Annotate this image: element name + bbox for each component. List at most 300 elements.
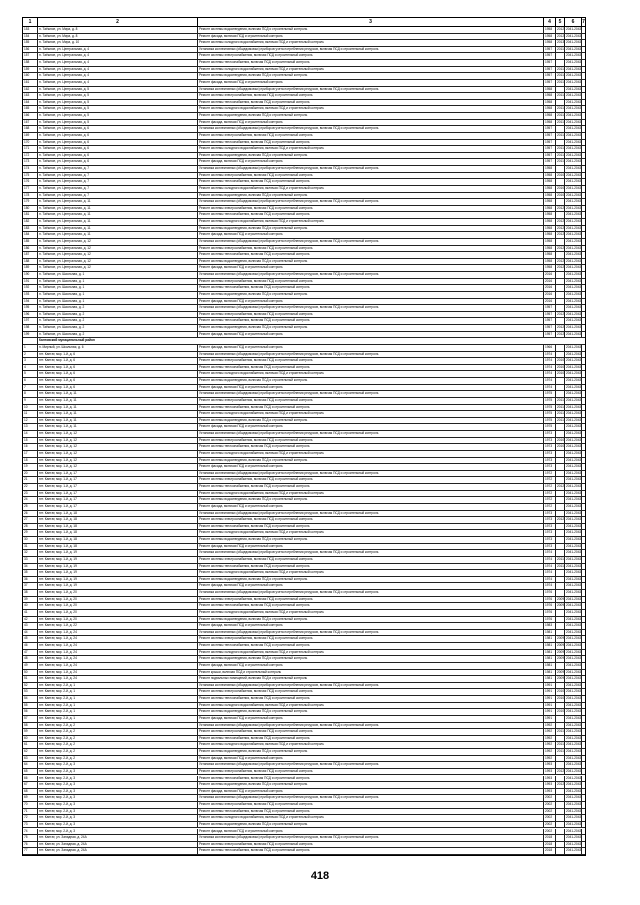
cell-col-1: 163 <box>24 93 30 98</box>
cell-col-3: Ремонт системы водоотведения, включая ПСД и строительный контроль <box>197 617 543 623</box>
cell-col-4: 1976 <box>543 603 555 609</box>
cell-col-4: 1958 <box>543 265 555 271</box>
cell-col-3: Ремонт фасада, включая ПСД и строительный контроль <box>197 120 543 126</box>
table-row <box>23 358 585 365</box>
cell-col-2: пгт. Кантат, мкр. 1-й, д. 19 <box>37 564 197 570</box>
cell-col-2: п. Таёжное, ул. Центральная, д. 5 <box>37 87 197 93</box>
cell-col-6: 2041-2043 <box>566 457 581 462</box>
cell-col-3: Установка коллективных (общедомовых) приборов учета потребления ресурсов, включая ПСД и строительный контроль <box>197 239 543 245</box>
cell-col-7 <box>581 166 585 172</box>
table-row <box>23 570 585 577</box>
cell-col-5: 2009 <box>557 676 564 681</box>
table-row <box>23 504 585 511</box>
cell-col-7 <box>581 67 585 73</box>
cell-col-4: 2002 <box>543 809 555 815</box>
cell-col-1: 31 <box>24 543 28 548</box>
table-row <box>23 829 585 836</box>
cell-col-2: пгт. Кантат, ул. Западная, д. 24А <box>37 835 197 841</box>
cell-col-4: 1991 <box>543 696 555 702</box>
cell-col-2: пгт. Кантат, мкр. 2-й, д. 2 <box>37 729 197 735</box>
cell-col-2: пгт. Кантат, мкр. 1-й, д. 17 <box>37 504 197 510</box>
cell-col-1: 182 <box>24 219 30 224</box>
cell-col-7 <box>581 630 585 636</box>
cell-col-4: 1991 <box>543 703 555 709</box>
cell-col-2: пгт. Кантат, мкр. 1-й, д. 24 <box>37 670 197 676</box>
table-row <box>23 696 585 703</box>
cell-col-4: 1992 <box>543 756 555 762</box>
cell-col-7 <box>581 590 585 596</box>
table-row <box>23 703 585 710</box>
cell-col-3: Ремонт фасада, включая ПСД и строительный контроль <box>197 504 543 510</box>
cell-col-1: 72 <box>24 815 28 820</box>
cell-col-6: 2041-2043 <box>566 749 581 754</box>
cell-col-2: пгт. Кантат, мкр. 2-й, д. 3 <box>37 802 197 808</box>
cell-col-4: 1976 <box>543 597 555 603</box>
cell-col-5 <box>555 829 564 835</box>
cell-col-5: 2010 <box>557 696 564 701</box>
table-row <box>23 285 585 292</box>
cell-col-1: 38 <box>24 590 28 595</box>
cell-col-7 <box>581 676 585 682</box>
cell-col-2: пгт. Кантат, мкр. 1-й, д. 17 <box>37 484 197 490</box>
cell-col-5 <box>555 550 564 556</box>
cell-col-5: 2009 <box>557 636 564 641</box>
cell-col-6: 2041-2043 <box>566 285 581 290</box>
cell-col-4: 2016 <box>543 272 555 278</box>
cell-col-5 <box>555 822 564 828</box>
cell-col-5: 2011 <box>557 397 564 402</box>
cell-col-6: 2041-2043 <box>566 212 581 217</box>
cell-col-1: 69 <box>24 795 28 800</box>
cell-col-5: 2011 <box>557 132 564 137</box>
cell-col-5: 2010 <box>557 185 564 190</box>
cell-col-4: 1957 <box>543 312 555 318</box>
cell-col-7 <box>581 636 585 642</box>
cell-col-2: п. Таёжное, ул. Школьная, д. 1 <box>37 299 197 305</box>
cell-col-2: пгт. Кантат, мкр. 1-й, д. 12 <box>37 438 197 444</box>
cell-col-1: 174 <box>24 166 30 171</box>
cell-col-2: пгт. Кантат, мкр. 2-й, д. 3 <box>37 776 197 782</box>
table-row <box>23 789 585 796</box>
cell-col-7 <box>581 87 585 93</box>
cell-col-3: Ремонт системы теплоснабжения, включая ПСД и строительный контроль <box>197 252 543 258</box>
cell-col-6: 2041-2043 <box>566 662 581 667</box>
cell-col-6: 2041-2043 <box>566 86 581 91</box>
cell-col-7 <box>581 133 585 139</box>
cell-col-6: 2041-2043 <box>566 79 581 84</box>
cell-col-3: Установка коллективных (общедомовых) приборов учета потребления ресурсов, включая ПСД и строительный контроль <box>197 166 543 172</box>
table-row <box>23 279 585 286</box>
cell-col-4: 1981 <box>543 676 555 682</box>
cell-col-1: 57 <box>24 715 28 720</box>
cell-col-5: 2012 <box>557 311 564 316</box>
cell-col-1: 63 <box>24 755 28 760</box>
cell-col-5 <box>555 835 564 841</box>
cell-col-3: Установка коллективных (общедомовых) приборов учета потребления ресурсов, включая ПСД и строительный контроль <box>197 511 543 517</box>
cell-col-1: 188 <box>24 258 30 263</box>
cell-col-2: п. Таёжное, ул. Школьная, д. 1 <box>37 279 197 285</box>
cell-col-4: 1991 <box>543 716 555 722</box>
cell-col-2: п. Таёжное, ул. Центральная, д. 5 <box>37 93 197 99</box>
cell-col-1: 74 <box>24 828 28 833</box>
table-row <box>23 246 585 253</box>
cell-col-2: п. Таёжное, ул. Школьная, д. 1 <box>37 285 197 291</box>
cell-col-7 <box>581 623 585 629</box>
cell-col-2: пгт. Кантат, мкр. 1-й, д. 11 <box>37 424 197 430</box>
cell-col-1: 40 <box>24 603 28 608</box>
cell-col-4: 1958 <box>543 226 555 232</box>
cell-col-4: 1958 <box>543 106 555 112</box>
cell-col-5: 2011 <box>557 46 564 51</box>
cell-col-3: Ремонт системы теплоснабжения, включая ПСД и строительный контроль <box>197 736 543 742</box>
cell-col-4: 1975 <box>543 411 555 417</box>
cell-col-3: Ремонт системы теплоснабжения, включая ПСД и строительный контроль <box>197 809 543 815</box>
cell-col-3: Ремонт системы электроснабжения, включая ПСД и строительный контроль <box>197 398 543 404</box>
cell-col-4: 1973 <box>543 537 555 543</box>
cell-col-2: пгт. Кантат, мкр. 1-й, д. 20 <box>37 617 197 623</box>
cell-col-2: пгт. Кантат, мкр. 1-й, д. 18 <box>37 517 197 523</box>
cell-col-7 <box>581 27 585 33</box>
cell-col-5 <box>555 471 564 477</box>
cell-col-2: п. Таёжное, ул. Центральная, д. 6 <box>37 133 197 139</box>
cell-col-2: п. Таёжное, ул. Центральная, д. 11 <box>37 199 197 205</box>
cell-col-4: 1972 <box>543 471 555 477</box>
cell-col-7 <box>581 703 585 709</box>
cell-col-4: 1973 <box>543 530 555 536</box>
cell-col-2: пгт. Кантат, мкр. 2-й, д. 2 <box>37 736 197 742</box>
table-row <box>23 352 585 359</box>
cell-col-1: 159 <box>24 66 30 71</box>
cell-col-2: пгт. Кантат, мкр. 1-й, д. 17 <box>37 491 197 497</box>
cell-col-5 <box>555 305 564 311</box>
cell-col-1: 71 <box>24 808 28 813</box>
cell-col-6: 2041-2043 <box>566 828 581 833</box>
cell-col-4: 1957 <box>543 146 555 152</box>
cell-col-2: п. Таёжное, ул. Центральная, д. 6 <box>37 146 197 152</box>
cell-col-6: 2041-2043 <box>566 603 581 608</box>
cell-col-1: 193 <box>24 291 30 296</box>
cell-col-2: пгт. Кантат, мкр. 1-й, д. 24 <box>37 656 197 662</box>
cell-col-5 <box>555 789 564 795</box>
cell-col-5: 2011 <box>557 563 564 568</box>
cell-col-4: 1957 <box>543 159 555 165</box>
cell-col-7 <box>581 815 585 821</box>
cell-col-1: 75 <box>24 835 28 840</box>
cell-col-5: 2009 <box>557 603 564 608</box>
cell-col-7 <box>581 524 585 530</box>
cell-col-3: Ремонт системы электроснабжения, включая ПСД и строительный контроль <box>197 597 543 603</box>
cell-col-7 <box>581 444 585 450</box>
cell-col-6: 2041-2043 <box>566 729 581 734</box>
cell-col-4: 1992 <box>543 723 555 729</box>
cell-col-3: Установка коллективных (общедомовых) приборов учета потребления ресурсов, включая ПСД и строительный контроль <box>197 199 543 205</box>
cell-col-7 <box>581 550 585 556</box>
table-row <box>23 146 585 153</box>
cell-col-3: Ремонт системы холодного водоснабжения, включая ПСД и строительный контроль <box>197 703 543 709</box>
cell-col-7 <box>581 736 585 742</box>
cell-col-7 <box>581 716 585 722</box>
cell-col-4: 1958 <box>543 34 555 40</box>
cell-col-5 <box>555 736 564 742</box>
cell-col-2: пгт. Кантат, мкр. 1-й, д. 11 <box>37 405 197 411</box>
cell-col-4: 1958 <box>543 252 555 258</box>
cell-col-5 <box>555 848 564 854</box>
cell-col-1: 24 <box>24 497 28 502</box>
cell-col-2: пгт. Кантат, мкр. 1-й, д. 18 <box>37 524 197 530</box>
cell-col-1: 199 <box>24 331 30 336</box>
cell-col-3: Ремонт системы электроснабжения, включая ПСД и строительный контроль <box>197 769 543 775</box>
cell-col-6: 2041-2043 <box>566 298 581 303</box>
table-row <box>23 47 585 54</box>
cell-col-5: 2011 <box>557 66 564 71</box>
cell-col-2: пгт. Кантат, мкр. 2-й, д. 3 <box>37 762 197 768</box>
cell-col-1: 189 <box>24 265 30 270</box>
cell-col-3: Ремонт системы электроснабжения, включая ПСД и строительный контроль <box>197 438 543 444</box>
cell-col-6: 2041-2043 <box>566 33 581 38</box>
cell-col-2: пгт. Кантат, мкр. 2-й, д. 2 <box>37 756 197 762</box>
cell-col-1: 161 <box>24 79 30 84</box>
table-row <box>23 544 585 551</box>
cell-col-1: 165 <box>24 106 30 111</box>
cell-col-6: 2041-2043 <box>566 132 581 137</box>
cell-col-4: 1973 <box>543 458 555 464</box>
cell-col-6: 2041-2043 <box>566 762 581 767</box>
cell-col-1: 184 <box>24 232 30 237</box>
cell-col-7 <box>581 842 585 848</box>
cell-col-6: 2041-2043 <box>566 265 581 270</box>
cell-col-3: Ремонт системы электроснабжения, включая ПСД и строительный контроль <box>197 636 543 642</box>
table-header <box>23 18 585 27</box>
cell-col-6: 2041-2043 <box>566 93 581 98</box>
cell-col-6: 2041-2043 <box>566 278 581 283</box>
cell-col-6: 2041-2043 <box>566 146 581 151</box>
table-row <box>23 206 585 213</box>
cell-col-4: 1992 <box>543 736 555 742</box>
cell-col-1: 25 <box>24 503 28 508</box>
cell-col-4: 1957 <box>543 73 555 79</box>
cell-col-1: 34 <box>24 563 28 568</box>
cell-col-3: Ремонт системы холодного водоснабжения, включая ПСД и строительный контроль <box>197 67 543 73</box>
cell-col-7 <box>581 829 585 835</box>
cell-col-3: Ремонт фасада, включая ПСД и строительный контроль <box>197 80 543 86</box>
cell-col-3: Ремонт системы холодного водоснабжения, включая ПСД и строительный контроль <box>197 742 543 748</box>
table-row <box>23 537 585 544</box>
cell-col-7 <box>581 617 585 623</box>
cell-col-1: 14 <box>24 431 28 436</box>
cell-col-6: 2041-2043 <box>566 411 581 416</box>
cell-col-5: 2011 <box>557 404 564 409</box>
cell-col-2: п. Таёжное, ул. Мира, д. 10 <box>37 40 197 46</box>
cell-col-6: 2041-2043 <box>566 159 581 164</box>
table-row <box>23 424 585 431</box>
cell-col-4: 1981 <box>543 630 555 636</box>
cell-col-1: 77 <box>24 848 28 853</box>
cell-col-4: 1972 <box>543 504 555 510</box>
cell-col-5 <box>555 345 564 351</box>
cell-col-1: 2 <box>24 351 26 356</box>
cell-col-3: Ремонт системы электроснабжения, включая ПСД и строительный контроль <box>197 246 543 252</box>
cell-col-6: 2041-2043 <box>566 351 581 356</box>
cell-col-5: 2010 <box>557 437 564 442</box>
cell-col-2: пгт. Кантат, мкр. 2-й, д. 1 <box>37 689 197 695</box>
cell-col-7 <box>581 179 585 185</box>
cell-col-2: пгт. Кантат, мкр. 1-й, д. 6 <box>37 371 197 377</box>
cell-col-3: Ремонт системы теплоснабжения, включая ПСД и строительный контроль <box>197 776 543 782</box>
cell-col-7 <box>581 80 585 86</box>
cell-col-1: 44 <box>24 629 28 634</box>
cell-col-7 <box>581 802 585 808</box>
cell-col-7 <box>581 537 585 543</box>
table-row <box>23 418 585 425</box>
cell-col-6: 2041-2043 <box>566 649 581 654</box>
cell-col-6: 2041-2043 <box>566 384 581 389</box>
cell-col-1: 65 <box>24 768 28 773</box>
table-row <box>23 265 585 272</box>
table-row <box>23 683 585 690</box>
cell-col-2: пгт. Кантат, мкр. 1-й, д. 11 <box>37 398 197 404</box>
cell-col-4: 2016 <box>543 279 555 285</box>
cell-col-3: Ремонт системы холодного водоснабжения, включая ПСД и строительный контроль <box>197 570 543 576</box>
cell-col-7 <box>581 557 585 563</box>
cell-col-5 <box>555 179 564 185</box>
cell-col-6: 2041-2043 <box>566 563 581 568</box>
cell-col-7 <box>581 762 585 768</box>
cell-col-1: 52 <box>24 682 28 687</box>
cell-col-7 <box>581 113 585 119</box>
cell-col-2: п. Таёжное, ул. Центральная, д. 6 <box>37 126 197 132</box>
table-row <box>23 411 585 418</box>
cell-col-6: 2041-2043 <box>566 464 581 469</box>
cell-col-1: 167 <box>24 119 30 124</box>
cell-col-1: 185 <box>24 238 30 243</box>
cell-col-3: Ремонт крыши, включая ПСД и строительный контроль <box>197 670 543 676</box>
cell-col-5: 2011 <box>557 159 564 164</box>
cell-col-4: 1974 <box>543 564 555 570</box>
cell-col-1: 169 <box>24 132 30 137</box>
cell-col-4: 1974 <box>543 577 555 583</box>
cell-col-5 <box>555 292 564 298</box>
cell-col-7 <box>581 345 585 351</box>
cell-col-7 <box>581 312 585 318</box>
cell-col-7 <box>581 212 585 218</box>
cell-col-5: 2011 <box>557 106 564 111</box>
cell-col-2: п. Таёжное, ул. Центральная, д. 4 <box>37 73 197 79</box>
cell-col-6: 2041-2043 <box>566 252 581 257</box>
cell-col-7 <box>581 173 585 179</box>
cell-col-2: пгт. Кантат, мкр. 1-й, д. 19 <box>37 583 197 589</box>
cell-col-4: 1972 <box>543 491 555 497</box>
cell-col-1: 21 <box>24 477 28 482</box>
cell-col-5 <box>555 716 564 722</box>
cell-col-6: 2041-2043 <box>566 484 581 489</box>
cell-col-5 <box>555 570 564 576</box>
cell-col-2: п. Таёжное, ул. Центральная, д. 6 <box>37 140 197 146</box>
cell-col-2: пгт. Кантат, мкр. 1-й, д. 24 <box>37 630 197 636</box>
cell-col-6: 2041-2043 <box>566 676 581 681</box>
table-row <box>23 723 585 730</box>
cell-col-5: 2011 <box>557 556 564 561</box>
table-row <box>23 795 585 802</box>
cell-col-5: 2011 <box>557 93 564 98</box>
table-row <box>23 378 585 385</box>
cell-col-2: пгт. Кантат, мкр. 1-й, д. 18 <box>37 537 197 543</box>
cell-col-7 <box>581 451 585 457</box>
cell-col-5 <box>555 451 564 457</box>
cell-col-4: 1974 <box>543 385 555 391</box>
cell-col-3: Ремонт фасада, включая ПСД и строительный контроль <box>197 544 543 550</box>
cell-col-4: 1957 <box>543 332 555 338</box>
cell-col-1: 192 <box>24 285 30 290</box>
cell-col-3: Ремонт системы электроснабжения, включая ПСД и строительный контроль <box>197 729 543 735</box>
cell-col-3: Ремонт системы холодного водоснабжения, включая ПСД и строительный контроль <box>197 650 543 656</box>
cell-col-5: 2011 <box>557 417 564 422</box>
cell-col-7 <box>581 709 585 715</box>
cell-col-7 <box>581 497 585 503</box>
cell-col-4: 1981 <box>543 636 555 642</box>
cell-col-2: пгт. Кантат, мкр. 1-й, д. 24 <box>37 650 197 656</box>
cell-col-3: Ремонт системы холодного водоснабжения, включая ПСД и строительный контроль <box>197 146 543 152</box>
cell-col-1: 49 <box>24 662 28 667</box>
cell-col-7 <box>581 749 585 755</box>
table-row <box>23 491 585 498</box>
cell-col-7 <box>581 663 585 669</box>
cell-col-4: 1957 <box>543 60 555 66</box>
table-row <box>23 822 585 829</box>
table-row <box>23 511 585 518</box>
cell-col-4: 1993 <box>543 762 555 768</box>
cell-col-5 <box>555 100 564 106</box>
table-row <box>23 835 585 842</box>
cell-col-1: 42 <box>24 616 28 621</box>
cell-col-6: 2041-2043 <box>566 126 581 131</box>
cell-col-6: 2041-2043 <box>566 258 581 263</box>
cell-col-5 <box>555 544 564 550</box>
cell-col-5: 2009 <box>557 596 564 601</box>
table-row <box>23 305 585 312</box>
cell-col-2: Кантовский муниципальный район <box>37 338 543 344</box>
cell-col-5: 2010 <box>557 709 564 714</box>
cell-col-1: 4 <box>24 364 26 369</box>
cell-col-4: 1957 <box>543 318 555 324</box>
table-row <box>23 564 585 571</box>
cell-col-2: пгт. Кантат, мкр. 1-й, д. 6 <box>37 365 197 371</box>
cell-col-7 <box>581 530 585 536</box>
cell-col-1: 32 <box>24 550 28 555</box>
cell-col-1: 196 <box>24 311 30 316</box>
cell-col-1: 180 <box>24 205 30 210</box>
cell-col-5: 2010 <box>557 364 564 369</box>
cell-col-2: п. Таёжное, ул. Школьная, д. 2 <box>37 312 197 318</box>
table-row <box>23 749 585 756</box>
cell-col-1: 175 <box>24 172 30 177</box>
cell-col-5: 2009 <box>557 656 564 661</box>
cell-col-1: 33 <box>24 556 28 561</box>
cell-col-2: п. Таёжное, ул. Центральная, д. 4 <box>37 67 197 73</box>
cell-col-7 <box>581 391 585 397</box>
cell-col-5 <box>555 252 564 258</box>
cell-col-2: пгт. Кантат, мкр. 1-й, д. 24 <box>37 636 197 642</box>
cell-col-3: Установка коллективных (общедомовых) приборов учета потребления ресурсов, включая ПСД и строительный контроль <box>197 471 543 477</box>
table-row <box>23 80 585 87</box>
cell-col-4: 1958 <box>543 193 555 199</box>
cell-col-3: Ремонт системы холодного водоснабжения, включая ПСД и строительный контроль <box>197 106 543 112</box>
cell-col-2: пгт. Кантат, мкр. 2-й, д. 1 <box>37 696 197 702</box>
cell-col-2: пгт. Кантат, мкр. 2-й, д. 3 <box>37 769 197 775</box>
table-row <box>23 709 585 716</box>
cell-col-4: 1958 <box>543 246 555 252</box>
cell-col-5 <box>555 756 564 762</box>
cell-col-7 <box>581 656 585 662</box>
